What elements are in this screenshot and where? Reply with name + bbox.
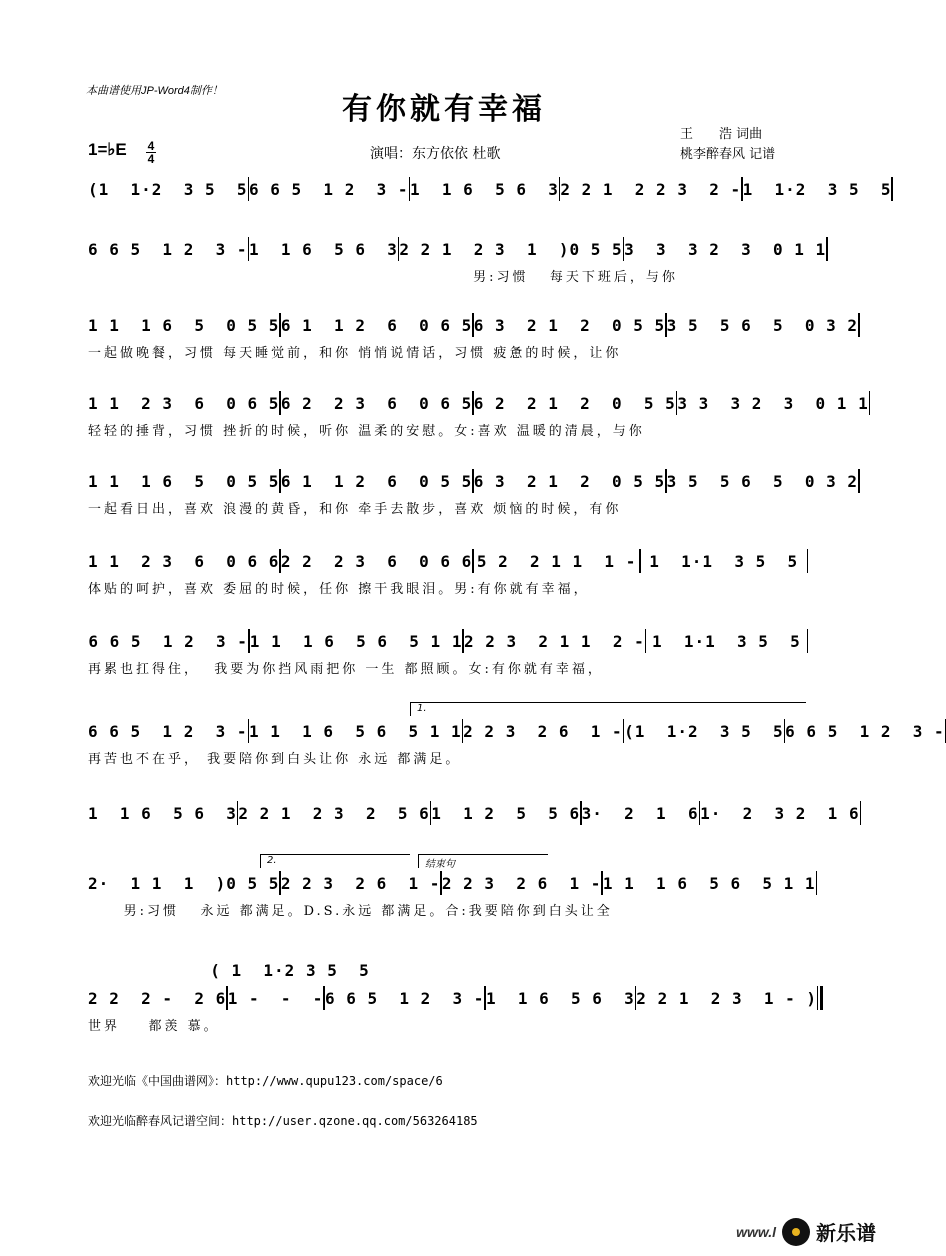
measure: 6 6 5 1 2 3 -: [324, 988, 485, 1008]
lyric-line: 再苦也不在乎， 我要陪你到白头让你 永远 都满足。: [88, 752, 462, 767]
transcriber-credit: 桃李醉春风 记谱: [680, 147, 776, 162]
measure: 5 2 2 1 1 1 -: [476, 551, 637, 571]
measure: 1 1·2 3 5 5: [742, 179, 892, 199]
footer-link-2[interactable]: 欢迎光临醉春风记谱空间：http://user.qzone.qq.com/563264185: [88, 1114, 478, 1128]
measure: 2 2 3 2 6 1 -: [280, 873, 441, 893]
notation-row: [88, 312, 859, 338]
lyric-line: 男:习惯 每天下班后，与你: [88, 270, 678, 285]
barline-end: [869, 391, 871, 415]
ossia-measure: ( 1 1·2 3 5 5: [210, 960, 370, 980]
measure: 2 2 1 2 3 2 5 6: [238, 803, 430, 823]
measure: (1 1·2 3 5 5: [88, 179, 248, 199]
measure: 6 2 2 3 6 0 6 5: [280, 393, 473, 413]
barline-end: [860, 801, 862, 825]
barline-end: [891, 177, 893, 201]
barline-end: [807, 629, 809, 653]
measure: 1 1 6 5 6 3: [249, 239, 398, 259]
score-system: [88, 468, 859, 528]
volta-bracket: 2.: [260, 854, 410, 868]
coda-bracket: 结束句: [418, 854, 548, 868]
measure: 3 5 5 6 5 0 3 2: [666, 471, 859, 491]
measure: 1· 2 3 2 1 6: [700, 803, 860, 823]
score-system: [88, 960, 818, 1045]
record-disc-icon: [782, 1218, 810, 1246]
barline-end: [858, 313, 860, 337]
lyric-line: 再累也扛得住， 我要为你挡风雨把你 一生 都照顾。女:有你就有幸福，: [88, 662, 604, 677]
measure: 1 1·1 3 5 5: [651, 631, 801, 651]
measure: 3 3 3 2 3 0 1 1: [624, 239, 827, 259]
measure: 2 2 2 3 6 0 6 6: [280, 551, 473, 571]
notation-row: [88, 870, 816, 896]
measure: 1 1 1 6 5 0 5 5: [88, 471, 280, 491]
notation-row: [88, 468, 859, 494]
notation-row: [88, 176, 892, 202]
measure: 2 2 1 2 3 1 )0 5 5: [399, 239, 623, 259]
measure: 1 1 1 6 5 6 5 1 1: [249, 721, 462, 741]
notation-row: [88, 236, 827, 262]
watermark-url: www.l: [736, 1223, 776, 1240]
score-system: [88, 390, 869, 450]
notation-row: [88, 800, 860, 826]
meter-top: 4: [147, 139, 155, 153]
notation-row: [88, 985, 818, 1011]
measure: (1 1·2 3 5 5: [624, 721, 784, 741]
measure: 2 2 2 - 2 6: [88, 988, 227, 1008]
lyric-line: 世界 都羡 慕。: [88, 1019, 220, 1034]
measure: 1 - - -: [227, 988, 324, 1008]
notation-row: [88, 718, 945, 744]
measure: 6 6 5 1 2 3 -: [88, 721, 248, 741]
measure: 3· 2 1 6: [581, 803, 699, 823]
lyric-line: 体贴的呵护，喜欢 委屈的时候，任你 擦干我眼泪。男:有你就有幸福，: [88, 582, 590, 597]
lyric-line: 轻轻的捶背，习惯 挫折的时候，听你 温柔的安慰。女:喜欢 温暖的清晨，与你: [88, 424, 645, 439]
notation-row: [88, 390, 869, 416]
measure: 1 1 1 6 5 0 5 5: [88, 315, 280, 335]
measure: 1 1·1 3 5 5: [649, 551, 799, 571]
measure: 1 1 2 5 5 6: [431, 803, 581, 823]
measure: 6 3 2 1 2 0 5 5: [473, 315, 666, 335]
score-system: [88, 800, 860, 860]
measure: 1 1 1 6 5 6 5 1 1: [602, 873, 816, 893]
measure: 1 1 2 3 6 0 6 6: [88, 551, 280, 571]
software-credit: 本曲谱使用JP-Word4制作！: [86, 85, 223, 97]
key-signature: 1=♭E: [88, 140, 127, 159]
measure: 2· 1 1 1 )0 5 5: [88, 873, 280, 893]
measure: 2 2 3 2 1 1 2 -: [463, 631, 645, 651]
measure: 6 6 5 1 2 3 -: [88, 239, 248, 259]
measure: 6 6 5 1 2 3 -: [785, 721, 945, 741]
measure: 1 1 6 5 6 3: [485, 988, 635, 1008]
measure: 2 2 1 2 3 1 - ): [636, 988, 818, 1008]
barline-end: [816, 871, 818, 895]
measure: 6 3 2 1 2 0 5 5: [473, 471, 666, 491]
score-system: [88, 236, 827, 296]
measure: 6 1 1 2 6 0 5 5: [280, 471, 473, 491]
measure: 2 2 3 2 6 1 -: [463, 721, 623, 741]
lyric-line: 一起做晚餐，习惯 每天睡觉前，和你 悄悄说情话，习惯 疲惫的时候，让你: [88, 346, 622, 361]
ossia-notes: [210, 957, 370, 983]
lyric-line: 男:习惯 永远 都满足。D.S.永远 都满足。合:我要陪你到白头让全: [88, 904, 613, 919]
footer-link-1[interactable]: 欢迎光临《中国曲谱网》：http://www.qupu123.com/space/6: [88, 1074, 443, 1088]
watermark-logo: [736, 1217, 876, 1246]
score-system: [88, 312, 859, 372]
barline-end: [817, 986, 823, 1010]
measure: 2 2 1 2 2 3 2 -: [560, 179, 742, 199]
measure: 1 1 2 3 6 0 6 5: [88, 393, 280, 413]
measure: 1 1 1 6 5 6 5 1 1: [249, 631, 463, 651]
notation-row: [88, 628, 808, 654]
measure: 6 2 2 1 2 0 5 5: [473, 393, 676, 413]
score-system: [88, 628, 808, 688]
time-signature: [146, 140, 156, 165]
measure: 3 3 3 2 3 0 1 1: [677, 393, 869, 413]
volta-bracket: 1.: [410, 702, 806, 716]
measure: 1 1 6 5 6 3: [410, 179, 559, 199]
notation-row: [88, 548, 808, 574]
measure: 1 1 6 5 6 3: [88, 803, 237, 823]
composer-credit: 王 浩 词曲: [680, 127, 763, 142]
barline-end: [858, 469, 860, 493]
barline-end: [807, 549, 809, 573]
song-title: 有你就有幸福: [342, 92, 546, 127]
measure: 3 5 5 6 5 0 3 2: [666, 315, 859, 335]
score-system: [88, 855, 816, 930]
lyric-line: 一起看日出，喜欢 浪漫的黄昏，和你 牵手去散步，喜欢 烦恼的时候，有你: [88, 502, 622, 517]
measure: 6 1 1 2 6 0 6 5: [280, 315, 473, 335]
measure: 6 6 5 1 2 3 -: [249, 179, 409, 199]
meter-bottom: 4: [147, 152, 155, 166]
watermark-name: 新乐谱: [816, 1221, 876, 1245]
score-system: [88, 176, 892, 236]
measure: 2 2 3 2 6 1 -: [441, 873, 602, 893]
singer-credit: 演唱：东方依依 杜歌: [370, 146, 501, 162]
measure: 6 6 5 1 2 3 -: [88, 631, 248, 651]
barline-end: [826, 237, 828, 261]
score-system: [88, 703, 945, 778]
score-system: [88, 548, 808, 608]
